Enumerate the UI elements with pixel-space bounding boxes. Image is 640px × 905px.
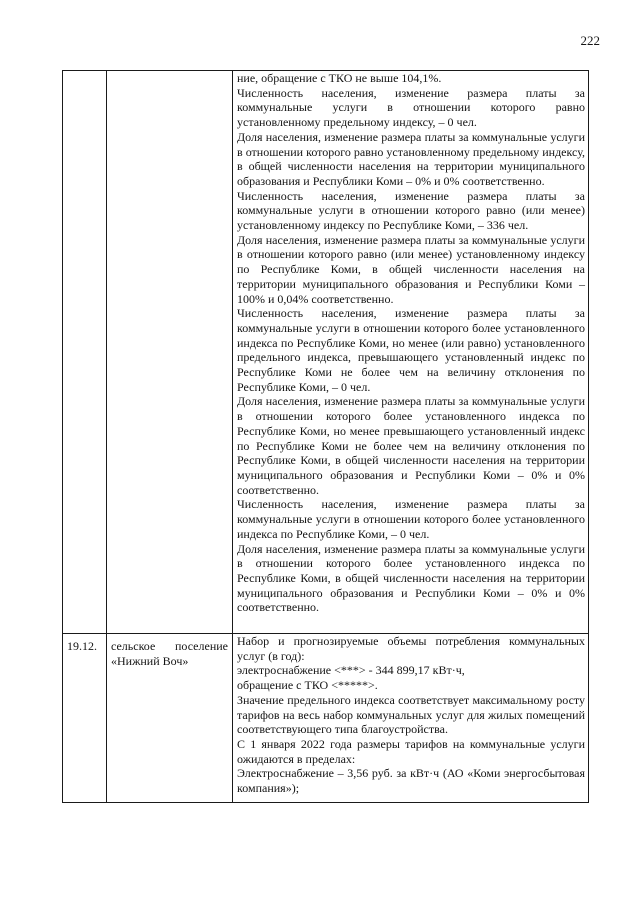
- municipality-name: [107, 634, 232, 668]
- row-number: 19.12.: [67, 639, 97, 653]
- table-row: [63, 71, 589, 634]
- row-number-cell: [63, 71, 107, 634]
- paragraph: электроснабжение <***> - 344 899,17 кВт·ч,: [237, 663, 465, 678]
- paragraph: С 1 января 2022 года размеры тарифов на коммунальные услуги ожидаются в пределах:: [237, 736, 585, 766]
- row-number-cell: [63, 634, 107, 803]
- paragraph: ние, обращение с ТКО не выше 104,1%.: [237, 71, 442, 85]
- paragraph: Численность населения, изменение размера платы за коммунальные услуги в отношении которого равно (или менее) установленному индексу по Республике Коми, – 336 чел.: [237, 188, 585, 233]
- paragraph: Доля населения, изменение размера платы за коммунальные услуги в отношении которого равно установленному предельному индексу, в общей численности населения на территории муниципального образования и Республики Коми – 0% и 0% соответственно.: [237, 129, 585, 188]
- row-text-cell: [233, 634, 589, 803]
- page-number: 222: [580, 33, 600, 48]
- paragraph: Значение предельного индекса соответствует максимальному росту тарифов на весь набор коммунальных услуг для жилых помещений соответствующего типа благоустройства.: [237, 692, 585, 737]
- document-table: [62, 70, 589, 803]
- paragraph: Доля населения, изменение размера платы за коммунальные услуги в отношении которого более установленного индекса по Республике Коми, в общей численности населения на территории муниципального образования и Республики Коми – 0% и 0% соответственно.: [237, 541, 585, 615]
- paragraph: обращение с ТКО <*****>.: [237, 678, 378, 693]
- paragraph: Набор и прогнозируемые объемы потребления коммунальных услуг (в год):: [237, 634, 585, 663]
- row-text-cell: [233, 71, 589, 634]
- paragraph: Численность населения, изменение размера платы за коммунальные услуги в отношении которого более установленного индекса по Республике Коми, – 0 чел.: [237, 497, 585, 541]
- paragraph: Электроснабжение – 3,56 руб. за кВт·ч (АО «Коми энергосбытовая компания»);: [237, 766, 585, 796]
- table-row: [63, 634, 589, 803]
- paragraph: Доля населения, изменение размера платы за коммунальные услуги в отношении которого равно (или менее) установленному индексу по Республике Коми, в общей численности населения на территории муниципального образования и Республики Коми – 100% и 0,04% соответственно.: [237, 232, 585, 306]
- paragraph: Численность населения, изменение размера платы за коммунальные услуги в отношении которого более установленного индекса по Республике Коми, но менее (или равно) установленного предельного индекса, превышающего установленный индекс по Республике Коми не более чем на величину отклонения по Республике Коми, – 0 чел.: [237, 306, 585, 394]
- municipality-name-line1: сельское поселение: [111, 639, 228, 653]
- municipality-name-line2: «Нижний Воч»: [111, 653, 189, 668]
- paragraph: Численность населения, изменение размера платы за коммунальные услуги в отношении которого равно установленному предельному индексу, – 0 чел.: [237, 85, 585, 130]
- paragraph: Доля населения, изменение размера платы за коммунальные услуги в отношении которого более установленного индекса по Республике Коми, но менее превышающего установленный индекс по Республике Коми не более чем на величину отклонения по Республике Коми, в общей численности населения на территории муниципального образования и Республики Коми – 0% и 0% соответственно.: [237, 394, 585, 497]
- row-name-cell: [107, 634, 233, 803]
- row-name-cell: [107, 71, 233, 634]
